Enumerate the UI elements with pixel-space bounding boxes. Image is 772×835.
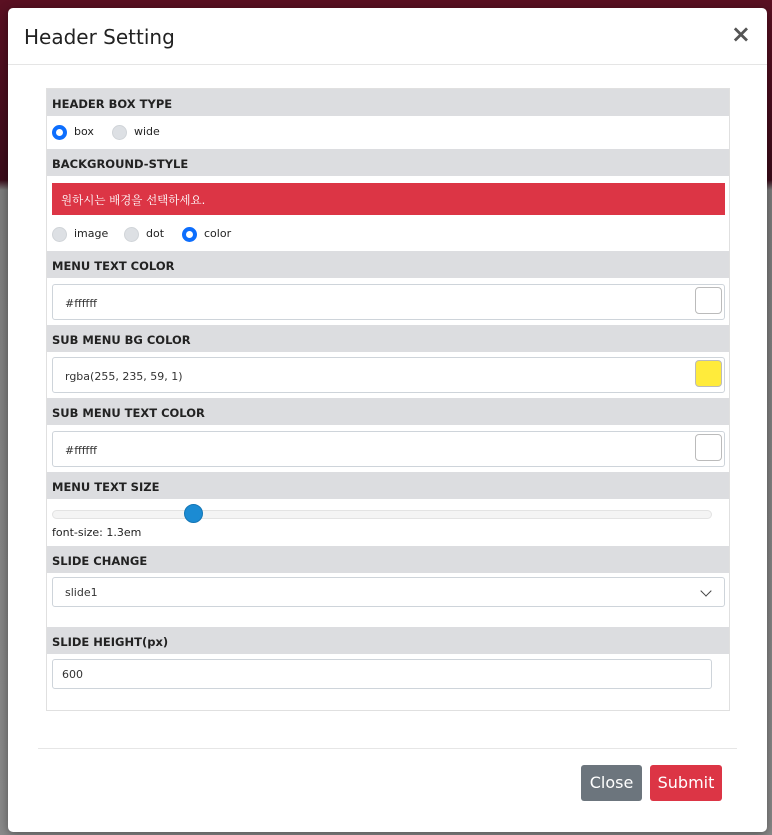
slide-height-input[interactable] <box>52 659 712 689</box>
background-alert: 원하시는 배경을 선택하세요. <box>52 183 725 215</box>
slide-change-select[interactable] <box>52 577 725 607</box>
sub-menu-text-color-swatch[interactable] <box>695 434 722 461</box>
modal-header <box>8 8 767 65</box>
section-background-style: BACKGROUND-STYLE <box>47 149 729 176</box>
header-setting-modal <box>8 8 767 832</box>
chevron-down-icon <box>700 585 711 596</box>
sub-menu-text-color-value: #ffffff <box>65 444 97 457</box>
section-slide-height: SLIDE HEIGHT(px) <box>47 627 729 654</box>
menu-text-color-swatch[interactable] <box>695 287 722 314</box>
section-sub-menu-bg-color: SUB MENU BG COLOR <box>47 325 729 352</box>
radio-box-label: box <box>74 125 94 138</box>
sub-menu-bg-color-value: rgba(255, 235, 59, 1) <box>65 370 183 383</box>
section-header-box-type: HEADER BOX TYPE <box>47 89 729 116</box>
menu-text-color-input[interactable] <box>52 284 725 320</box>
menu-text-size-slider-track[interactable] <box>52 510 712 519</box>
settings-panel <box>46 88 730 711</box>
radio-image-label: image <box>74 227 109 240</box>
radio-color-circle[interactable] <box>182 227 197 242</box>
close-icon[interactable]: × <box>730 20 751 48</box>
close-button[interactable]: Close <box>581 765 642 801</box>
modal-title: Header Setting <box>24 25 175 49</box>
section-menu-text-color: MENU TEXT COLOR <box>47 251 729 278</box>
radio-color-label: color <box>204 227 232 240</box>
submit-button[interactable]: Submit <box>650 765 722 801</box>
section-sub-menu-text-color: SUB MENU TEXT COLOR <box>47 398 729 425</box>
section-slide-change: SLIDE CHANGE <box>47 546 729 573</box>
sub-menu-text-color-input[interactable] <box>52 431 725 467</box>
radio-box-circle[interactable] <box>52 125 67 140</box>
radio-dot-label: dot <box>146 227 165 240</box>
slide-change-selected-value: slide1 <box>65 586 98 599</box>
sub-menu-bg-color-swatch[interactable] <box>695 360 722 387</box>
radio-image-circle[interactable] <box>52 227 67 242</box>
radio-wide-label: wide <box>134 125 160 138</box>
footer-divider <box>38 748 737 749</box>
menu-text-size-caption: font-size: 1.3em <box>52 526 142 539</box>
menu-text-size-slider-handle[interactable] <box>184 504 203 523</box>
section-menu-text-size: MENU TEXT SIZE <box>47 472 729 499</box>
sub-menu-bg-color-input[interactable] <box>52 357 725 393</box>
radio-dot-circle[interactable] <box>124 227 139 242</box>
radio-wide-circle[interactable] <box>112 125 127 140</box>
menu-text-color-value: #ffffff <box>65 297 97 310</box>
